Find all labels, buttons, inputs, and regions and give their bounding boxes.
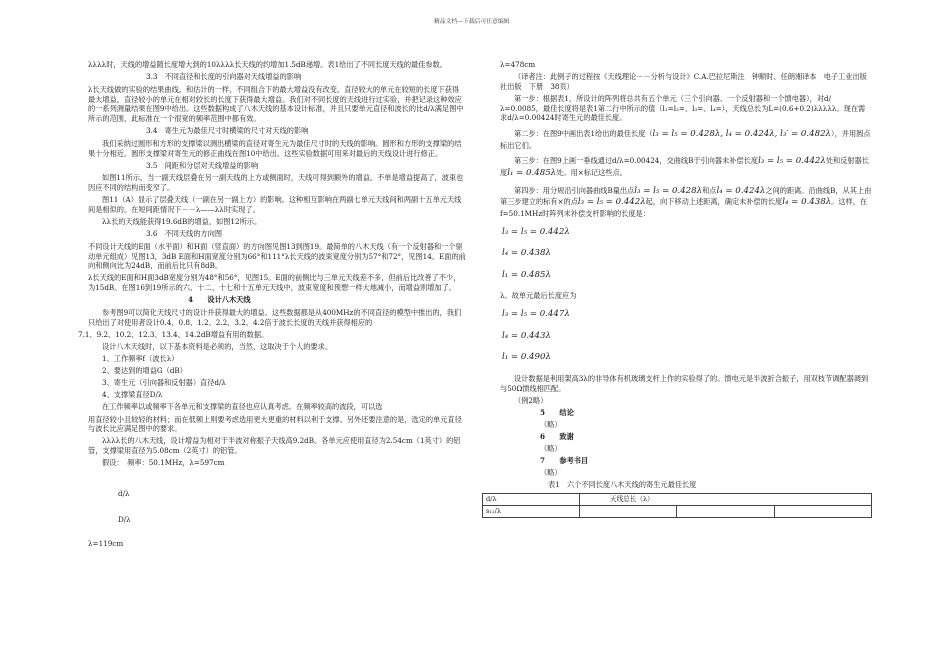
paragraph: λλλλ长的八木天线，设计增益为相对于半波对称振子天线高9.2dB。各单元应使用直径为2.54cm（1英寸）的铝管，支撑梁用直径为5.08cm（2英寸）的铝管。 bbox=[88, 436, 461, 456]
section-heading: 3.6 不同天线的方向图 bbox=[146, 229, 223, 239]
paragraph: λ=119cm bbox=[88, 538, 124, 548]
table-cell bbox=[774, 506, 871, 518]
paragraph: λ=478cm bbox=[500, 60, 536, 69]
paragraph: 在工作频率以或频率下各单元和支撑梁的直径也应认真考虑。在频率较高的波段，可以选 bbox=[102, 402, 383, 412]
paragraph: 我们采纳过圆形和方形的支撑梁以测出横梁的直径对寄生元为最佳尺寸时的天线的影响。圆形和方形的支撑梁的结果十分相近。圆形支撑梁对寄生元的修正曲线在图10中给出。这些实验数据可用来对最后的天线设计进行修正。 bbox=[88, 138, 462, 158]
paragraph: （略） bbox=[540, 468, 562, 478]
paragraph: 第一步：根据表1，所设计的阵列将总共有五个单元（三个引向器、一个反射器和一个馈电器），对d/λ=0.0085，最佳长度将是表1第二行中所示的值（l₁=l₂=、l₃=、l₄=），天线总长为L=(0.6+0.2)λλλλλ。现在需求d/λ=0.00424时寄生元的最佳长度。 bbox=[500, 93, 866, 123]
paragraph: （例2略） bbox=[514, 395, 548, 405]
paragraph: λλ长的天线能获得19.6dB的增益，如图12所示。 bbox=[102, 217, 262, 227]
formula: l₁ = 0.490λ bbox=[502, 352, 551, 363]
formula: l₃ = l₅ = 0.428λ, l₄ = 0.424λ, l₃′ = 0.482λ bbox=[652, 129, 831, 140]
parameter-table bbox=[482, 493, 872, 518]
paragraph: 参考图9可以简化天线尺寸的设计并获得最大的增益。这些数据都是从400MHz的不同直径的模型中推出的，我们只给出了对使用者设计0.4、0.8、1.2、2.2、3.2、4.2倍于波长长度的天线并获得相应的 bbox=[88, 307, 462, 327]
formula: l₃ = l₅ = 0.442λ bbox=[758, 156, 826, 167]
table-row bbox=[483, 494, 872, 506]
text: 之间的距离。沿曲线B，从其上由第三步建立的标有×的点 bbox=[500, 185, 872, 207]
formula-label: D/λ bbox=[118, 515, 131, 525]
list-item: 4、支撑梁直径D/λ bbox=[102, 390, 163, 400]
right-column bbox=[486, 60, 872, 518]
page-header: 精品文档---下载后可任意编辑 bbox=[434, 19, 510, 25]
section-heading: 6 致谢 bbox=[540, 431, 574, 441]
text: 第四步：用分规沿引向器曲线B量出点 bbox=[514, 185, 635, 195]
text: 处。用×标记这些点。 bbox=[556, 168, 627, 177]
text: 第三步：在图9上画一垂线通过d/λ=0.00424，交曲线B于引向器未补偿长度 bbox=[514, 156, 759, 166]
paragraph: 设计八木天线时，以下基本资料是必须的，当然，这取决于个人的要求。 bbox=[102, 341, 333, 351]
paragraph: （略） bbox=[540, 419, 562, 429]
text: 第二步：在图9中画出表1给出的最佳长度（ bbox=[514, 129, 653, 139]
paragraph bbox=[500, 156, 872, 179]
formula: l₄ = 0.443λ bbox=[502, 330, 551, 341]
section-heading: 3.3 不同直径和长度的引向器对天线增益的影响 bbox=[146, 72, 302, 82]
section-heading: 5 结论 bbox=[540, 407, 574, 417]
table-cell bbox=[580, 506, 677, 518]
paragraph bbox=[500, 129, 872, 150]
list-item: 2、要达到的增益G（dB） bbox=[102, 366, 187, 376]
paragraph bbox=[500, 186, 872, 219]
formula: l₃ = l₅ = 0.447λ bbox=[502, 309, 570, 319]
paragraph: （略） bbox=[540, 444, 562, 454]
formula: l₁ = 0.485λ bbox=[507, 168, 557, 178]
section-heading: 7 参考书目 bbox=[540, 456, 589, 466]
text: 和点 bbox=[702, 185, 717, 195]
paragraph: 7.1、9.2、10.2、12.3、13.4、14.2dB增益有用的数据。 bbox=[78, 329, 269, 339]
paragraph: 如图11所示，当一副天线层叠在另一副天线的上方或侧面时，天线可得到额外的增益。不单是增益提高了，波束也因应不同的结构而变窄了。 bbox=[88, 173, 464, 193]
section-heading: 3.4 寄生元为最佳尺寸时横梁的尺寸对天线的影响 bbox=[146, 126, 309, 136]
formula-label: d/λ bbox=[118, 489, 130, 499]
formula: l₄ = 0.438λ bbox=[502, 248, 551, 259]
text: 处和反射器长度 bbox=[500, 156, 869, 177]
list-item: 3、寄生元（引向器和反射器）直径d/λ bbox=[102, 378, 226, 388]
paragraph: 假设： 频率：50.1MHz，λ=597cm bbox=[102, 458, 225, 468]
paragraph: λλλλ时，天线的增益随长度增大到的10λλλλ长天线的约增加1.5dB递增。表1给出了不同长度天线的最佳参数。 bbox=[88, 60, 447, 69]
paragraph: （译者注：此例子的过程按《天线理论－－分析与设计》C.A.巴拉尼斯注 钟顺时、任朗湘译本 电子工业出版社出版 下册 38页） bbox=[500, 72, 867, 91]
table-caption: 表1 六个不同长度八木天线的寄生元最佳长度 bbox=[548, 480, 697, 490]
paragraph: λ长天线做的实验的结果曲线。和估计的一样，不同组合下的最大增益没有改变。直径较大的单元在较短的长度下获得最大增益，直径较小的单元在相对较长的长度下获得最大增益。我们对不同长度的天线进行过实验，并把记录这种效应的一系列测量结果在图9中给出。这些数据构成了八木天线的基本设计标准，并且只要单元直径和波长的比d/λ满足图中所示的范围，此标准在一个很宽的频率范围中都有效。 bbox=[88, 84, 464, 123]
formula: l₃ = l₅ = 0.442λ bbox=[577, 197, 646, 208]
paragraph: 用直径较小且较轻的材料；而在低频上则要考虑选用更大更重的材料以利于支撑。另外还要注意的是，选定的单元直径与波长比应满足图中的要求。 bbox=[88, 414, 462, 434]
table-cell: s₁₂/λ bbox=[483, 506, 580, 518]
paragraph: λ长天线的E面和H面3dB宽度分别为48°和56°，见图15。E面的前侧比与三单元天线差不多，但前后比改善了不少，为15dB。在图16到19所示的六、十二、十七和十五单元天线中，波束宽度和预想一样大地减小，而增益则增加了。 bbox=[88, 273, 461, 293]
paragraph: λ。故单元最后长度应为 bbox=[500, 291, 577, 301]
section-heading: 3.5 间距和分层对天线增益的影响 bbox=[146, 160, 259, 170]
table-cell: d/λ bbox=[483, 494, 580, 506]
table-cell: 天线总长（λ） bbox=[580, 494, 872, 506]
list-item: 1、工作频率f（波长λ） bbox=[102, 353, 179, 363]
text: 。这样，在f=50.1MHz时阵列未补偿支杆影响的长度是： bbox=[500, 197, 868, 218]
table-row bbox=[483, 506, 872, 518]
formula: l₃ = l₅ = 0.442λ bbox=[502, 226, 570, 237]
paragraph: 不同设计天线的E面（水平面）和H面（竖直面）的方向图见图13到图19。最简单的八木天线（有一个反射器和一个驱动单元组成）见图13，3dB E面和H面宽度分别为66°和111°λ长天线的波束宽度分别为57°和72°，见图14。E面的前向和侧向比为24dB，而前后比只有8dB。 bbox=[88, 241, 466, 271]
section-heading: 4 设计八木天线 bbox=[188, 295, 251, 305]
paragraph: 图11（A）显示了层叠天线（一副在另一副上方）的影响。这种相互影响在两副七单元天线间和两副十五单元天线间是相似的。在短间距情况下－－λ——λλ时实现了。 bbox=[88, 195, 462, 214]
table-cell bbox=[677, 506, 774, 518]
formula: l₁ = 0.485λ bbox=[502, 269, 551, 280]
paragraph: 设计数据是利用架高3λ的非导体有机玻璃支杆上作的实验得了的。馈电元是半波折合振子，用双枝节调配器调到与50Ω馈线相匹配。 bbox=[500, 373, 869, 393]
formula: l₄ = 0.424λ bbox=[716, 185, 766, 196]
formula: l₄ = 0.438λ bbox=[782, 197, 832, 208]
text: ），并用圆点标出它们。 bbox=[500, 129, 871, 150]
formula: l₃ = l₅ = 0.428λ bbox=[634, 185, 703, 196]
left-column bbox=[78, 60, 466, 551]
text: 起，向下移动上述距离，确定未补偿的长度 bbox=[645, 197, 783, 207]
